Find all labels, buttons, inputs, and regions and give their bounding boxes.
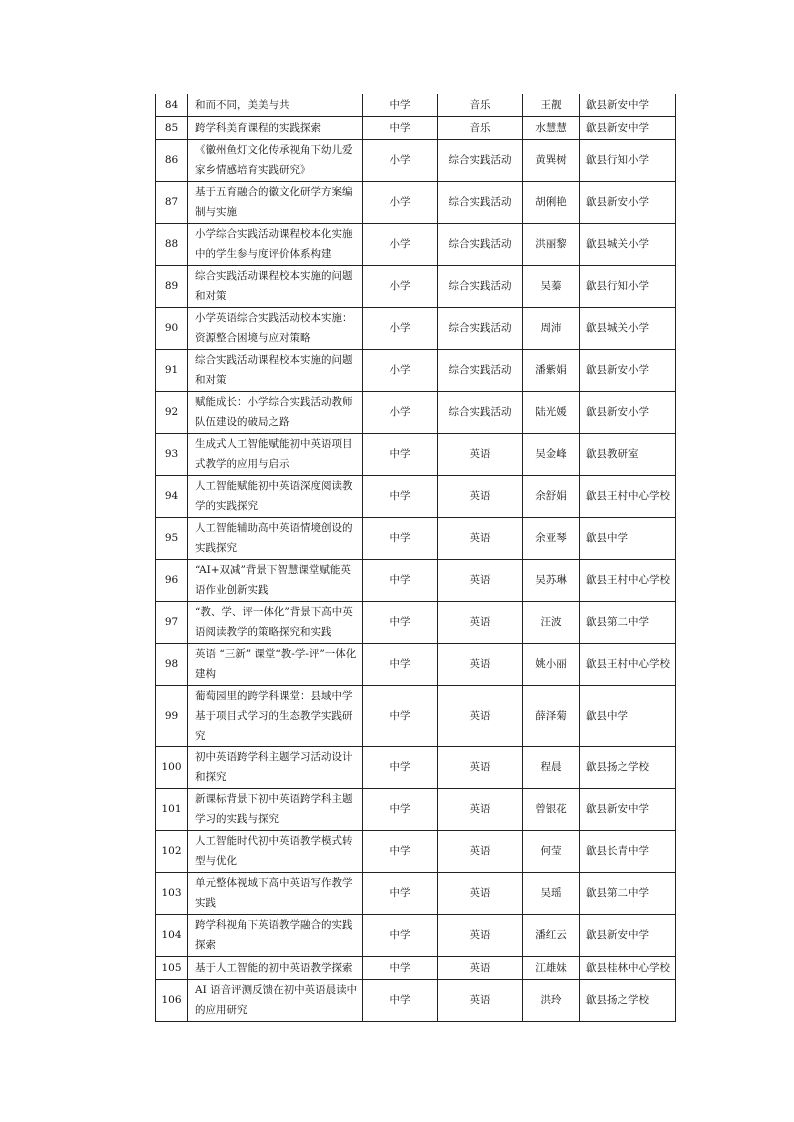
table-row: [156, 956, 676, 979]
row-school: 歙县中学: [580, 685, 676, 746]
row-title: 小学综合实践活动课程校本化实施中的学生参与度评价体系构建: [188, 223, 363, 265]
row-school: 歙县教研室: [580, 433, 676, 475]
row-number: 85: [156, 116, 188, 139]
table-row: [156, 914, 676, 956]
row-number: 84: [156, 94, 188, 116]
results-table: [155, 94, 676, 1022]
row-number: 88: [156, 223, 188, 265]
row-school: 歙县新安小学: [580, 349, 676, 391]
row-author: 何莹: [523, 830, 580, 872]
row-level: 中学: [363, 830, 438, 872]
row-level: 中学: [363, 979, 438, 1021]
row-level: 中学: [363, 643, 438, 685]
row-school: 歙县新安小学: [580, 181, 676, 223]
row-school: 歙县扬之学校: [580, 979, 676, 1021]
row-subject: 英语: [438, 475, 523, 517]
table-row: [156, 391, 676, 433]
row-author: 水慧慧: [523, 116, 580, 139]
row-school: 歙县行知小学: [580, 265, 676, 307]
row-number: 86: [156, 139, 188, 181]
row-level: 中学: [363, 788, 438, 830]
row-number: 93: [156, 433, 188, 475]
row-level: 中学: [363, 601, 438, 643]
row-number: 105: [156, 956, 188, 979]
row-title: 新课标背景下初中英语跨学科主题学习的实践与探究: [188, 788, 363, 830]
row-title: 小学英语综合实践活动校本实施：资源整合困境与应对策略: [188, 307, 363, 349]
row-school: 歙县中学: [580, 517, 676, 559]
row-level: 小学: [363, 349, 438, 391]
row-author: 潘紫娟: [523, 349, 580, 391]
table-row: [156, 830, 676, 872]
row-subject: 英语: [438, 517, 523, 559]
row-number: 92: [156, 391, 188, 433]
row-number: 101: [156, 788, 188, 830]
row-title: 单元整体视域下高中英语写作教学实践: [188, 872, 363, 914]
table-row: [156, 223, 676, 265]
row-school: 歙县城关小学: [580, 307, 676, 349]
row-level: 小学: [363, 181, 438, 223]
row-school: 歙县王村中心学校: [580, 475, 676, 517]
row-school: 歙县长青中学: [580, 830, 676, 872]
row-author: 周沛: [523, 307, 580, 349]
row-author: 姚小丽: [523, 643, 580, 685]
row-author: 吴金峰: [523, 433, 580, 475]
row-school: 歙县新安中学: [580, 116, 676, 139]
row-title: “教、学、评一体化”背景下高中英语阅读教学的策略探究和实践: [188, 601, 363, 643]
row-author: 胡俐艳: [523, 181, 580, 223]
row-title: 《徽州鱼灯文化传承视角下幼儿爱家乡情感培育实践研究》: [188, 139, 363, 181]
row-subject: 英语: [438, 685, 523, 746]
row-subject: 音乐: [438, 116, 523, 139]
row-subject: 英语: [438, 914, 523, 956]
row-subject: 综合实践活动: [438, 223, 523, 265]
row-author: 程晨: [523, 746, 580, 788]
row-subject: 英语: [438, 433, 523, 475]
row-number: 100: [156, 746, 188, 788]
row-number: 91: [156, 349, 188, 391]
row-subject: 综合实践活动: [438, 391, 523, 433]
row-level: 小学: [363, 223, 438, 265]
row-title: 葡萄园里的跨学科课堂：县域中学基于项目式学习的生态教学实践研究: [188, 685, 363, 746]
row-subject: 英语: [438, 979, 523, 1021]
row-subject: 综合实践活动: [438, 349, 523, 391]
row-level: 中学: [363, 475, 438, 517]
row-number: 106: [156, 979, 188, 1021]
row-level: 小学: [363, 139, 438, 181]
row-school: 歙县第二中学: [580, 872, 676, 914]
row-level: 中学: [363, 685, 438, 746]
row-title: 跨学科美育课程的实践探索: [188, 116, 363, 139]
row-subject: 综合实践活动: [438, 181, 523, 223]
row-number: 99: [156, 685, 188, 746]
row-author: 薛泽菊: [523, 685, 580, 746]
row-author: 江雄妹: [523, 956, 580, 979]
row-school: 歙县城关小学: [580, 223, 676, 265]
row-level: 小学: [363, 265, 438, 307]
row-title: 初中英语跨学科主题学习活动设计和探究: [188, 746, 363, 788]
table-row: [156, 307, 676, 349]
row-school: 歙县新安中学: [580, 94, 676, 116]
row-title: 生成式人工智能赋能初中英语项目式教学的应用与启示: [188, 433, 363, 475]
row-author: 吴苏琳: [523, 559, 580, 601]
table-row: [156, 116, 676, 139]
row-level: 中学: [363, 746, 438, 788]
table-row: [156, 643, 676, 685]
row-author: 余亚琴: [523, 517, 580, 559]
row-subject: 英语: [438, 956, 523, 979]
row-number: 104: [156, 914, 188, 956]
row-subject: 英语: [438, 559, 523, 601]
row-level: 小学: [363, 307, 438, 349]
row-school: 歙县新安小学: [580, 391, 676, 433]
row-author: 黄巽树: [523, 139, 580, 181]
row-title: AI 语音评测反馈在初中英语晨读中的应用研究: [188, 979, 363, 1021]
row-title: 和而不同，美美与共: [188, 94, 363, 116]
row-number: 102: [156, 830, 188, 872]
row-subject: 综合实践活动: [438, 265, 523, 307]
row-author: 王靓: [523, 94, 580, 116]
table-row: [156, 94, 676, 116]
row-author: 曾银花: [523, 788, 580, 830]
table-row: [156, 559, 676, 601]
row-school: 歙县桂林中心学校: [580, 956, 676, 979]
row-author: 吴瑶: [523, 872, 580, 914]
table-row: [156, 349, 676, 391]
row-subject: 综合实践活动: [438, 139, 523, 181]
row-number: 94: [156, 475, 188, 517]
row-subject: 综合实践活动: [438, 307, 523, 349]
row-title: 综合实践活动课程校本实施的问题和对策: [188, 349, 363, 391]
row-school: 歙县王村中心学校: [580, 559, 676, 601]
row-title: 跨学科视角下英语教学融合的实践探索: [188, 914, 363, 956]
row-level: 中学: [363, 956, 438, 979]
row-title: 人工智能辅助高中英语情境创设的实践探究: [188, 517, 363, 559]
row-number: 103: [156, 872, 188, 914]
row-author: 陆光媛: [523, 391, 580, 433]
row-subject: 英语: [438, 830, 523, 872]
row-author: 吴蓁: [523, 265, 580, 307]
table-row: [156, 979, 676, 1021]
row-level: 中学: [363, 914, 438, 956]
table-row: [156, 433, 676, 475]
row-title: 英语 “三新” 课堂“教-学-评”一体化建构: [188, 643, 363, 685]
row-number: 89: [156, 265, 188, 307]
row-level: 中学: [363, 872, 438, 914]
row-title: 基于人工智能的初中英语教学探索: [188, 956, 363, 979]
row-number: 95: [156, 517, 188, 559]
table-row: [156, 601, 676, 643]
table-body: [156, 94, 676, 1021]
table-row: [156, 475, 676, 517]
row-subject: 英语: [438, 643, 523, 685]
row-subject: 英语: [438, 872, 523, 914]
row-title: 人工智能时代初中英语教学模式转型与优化: [188, 830, 363, 872]
row-level: 中学: [363, 517, 438, 559]
row-school: 歙县第二中学: [580, 601, 676, 643]
row-level: 中学: [363, 116, 438, 139]
table-row: [156, 181, 676, 223]
row-author: 洪玲: [523, 979, 580, 1021]
row-school: 歙县行知小学: [580, 139, 676, 181]
row-number: 97: [156, 601, 188, 643]
row-school: 歙县新安中学: [580, 788, 676, 830]
row-number: 90: [156, 307, 188, 349]
row-number: 96: [156, 559, 188, 601]
row-level: 中学: [363, 559, 438, 601]
table-row: [156, 746, 676, 788]
row-title: 基于五育融合的徽文化研学方案编制与实施: [188, 181, 363, 223]
row-school: 歙县扬之学校: [580, 746, 676, 788]
row-subject: 英语: [438, 746, 523, 788]
row-level: 中学: [363, 94, 438, 116]
row-title: 人工智能赋能初中英语深度阅读教学的实践探究: [188, 475, 363, 517]
row-title: 赋能成长：小学综合实践活动教师队伍建设的破局之路: [188, 391, 363, 433]
row-level: 小学: [363, 391, 438, 433]
row-number: 87: [156, 181, 188, 223]
row-level: 中学: [363, 433, 438, 475]
row-author: 潘红云: [523, 914, 580, 956]
row-author: 余舒娟: [523, 475, 580, 517]
row-author: 洪丽黎: [523, 223, 580, 265]
table-row: [156, 517, 676, 559]
table-row: [156, 872, 676, 914]
table-row: [156, 139, 676, 181]
row-subject: 音乐: [438, 94, 523, 116]
row-school: 歙县王村中心学校: [580, 643, 676, 685]
row-subject: 英语: [438, 601, 523, 643]
row-author: 汪波: [523, 601, 580, 643]
row-title: 综合实践活动课程校本实施的问题和对策: [188, 265, 363, 307]
row-number: 98: [156, 643, 188, 685]
row-subject: 英语: [438, 788, 523, 830]
row-title: “AI+双减”背景下智慧课堂赋能英语作业创新实践: [188, 559, 363, 601]
table-row: [156, 788, 676, 830]
table-row: [156, 265, 676, 307]
table-row: [156, 685, 676, 746]
row-school: 歙县新安中学: [580, 914, 676, 956]
